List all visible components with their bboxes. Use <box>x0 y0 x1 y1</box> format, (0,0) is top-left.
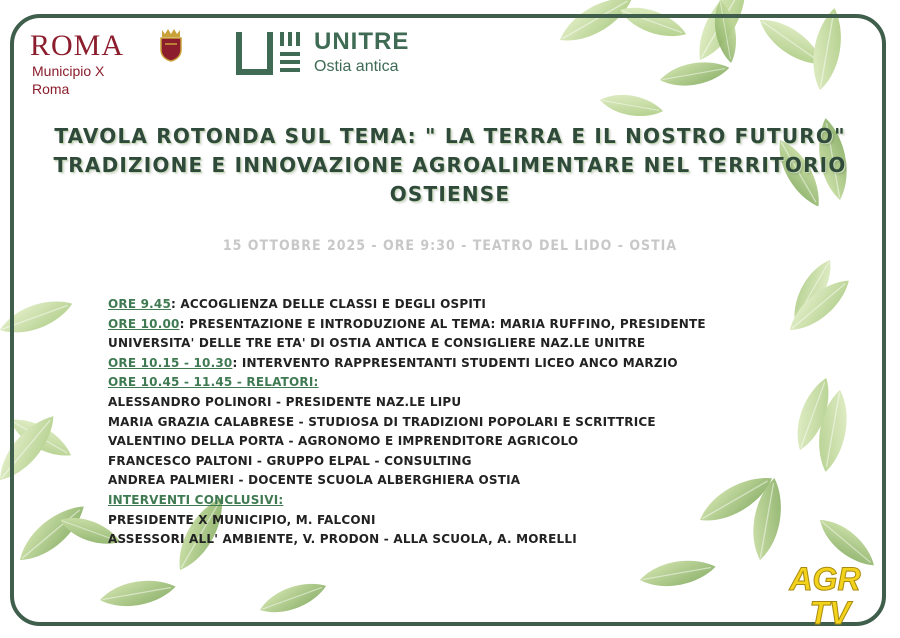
closing-line: PRESIDENTE X MUNICIPIO, M. FALCONI <box>108 512 376 527</box>
program-item <box>108 491 808 511</box>
speaker-line: ALESSANDRO POLINORI - PRESIDENTE NAZ.LE LIPU <box>108 394 462 409</box>
program-time: ORE 10.15 - 10.30 <box>108 355 233 370</box>
agr-logo-bottom: TV <box>809 595 851 630</box>
closing-label: INTERVENTI CONCLUSIVI: <box>108 492 284 507</box>
program-text: : ACCOGLIENZA DELLE CLASSI E DEGLI OSPITI <box>171 297 487 311</box>
speaker-line: VALENTINO DELLA PORTA - AGRONOMO E IMPRENDITORE AGRICOLO <box>108 434 579 449</box>
program-time: ORE 10.45 - 11.45 - RELATORI: <box>108 375 319 390</box>
city-label: Roma <box>32 81 70 97</box>
title-line-3: OSTIENSE <box>389 182 511 206</box>
unitre-mark-icon <box>236 28 304 78</box>
unitre-logo <box>236 28 436 80</box>
unitre-name: UNITRE <box>314 28 410 55</box>
municipio-label: Municipio X <box>32 63 105 79</box>
program-text: : PRESENTAZIONE E INTRODUZIONE AL TEMA: MARIA RUFFINO, PRESIDENTE <box>179 316 706 331</box>
program-item <box>108 354 808 374</box>
unitre-place: Ostia antica <box>314 58 399 75</box>
program-text-continued: UNIVERSITA' DELLE TRE ETA' DI OSTIA ANTICA E CONSIGLIERE NAZ.LE UNITRE <box>108 336 646 351</box>
roma-name: ROMA <box>30 29 125 62</box>
event-title <box>40 122 860 209</box>
speaker-line: MARIA GRAZIA CALABRESE - STUDIOSA DI TRADIZIONI POPOLARI E SCRITTRICE <box>108 414 656 429</box>
roma-crest-icon <box>158 28 184 62</box>
program-item <box>108 315 808 335</box>
program-time: ORE 9.45 <box>108 297 172 311</box>
title-line-1: TAVOLA ROTONDA SUL TEMA: " LA TERRA E IL NOSTRO FUTURO" <box>54 124 846 148</box>
program-schedule <box>108 295 808 550</box>
speaker-line: FRANCESCO PALTONI - GRUPPO ELPAL - CONSULTING <box>108 453 472 468</box>
program-time: ORE 10.00 <box>108 316 180 331</box>
agr-tv-logo <box>770 560 880 630</box>
speaker-line: ANDREA PALMIERI - DOCENTE SCUOLA ALBERGHIERA OSTIA <box>108 473 521 488</box>
program-item <box>108 295 808 315</box>
title-line-2: TRADIZIONE E INNOVAZIONE AGROALIMENTARE NEL TERRITORIO <box>53 153 847 177</box>
agr-logo-top: AGR <box>789 561 861 597</box>
event-date-venue: 15 OTTOBRE 2025 - ORE 9:30 - TEATRO DEL LIDO - OSTIA <box>222 238 678 254</box>
roma-logo <box>30 30 124 98</box>
closing-line: ASSESSORI ALL' AMBIENTE, V. PRODON - ALLA SCUOLA, A. MORELLI <box>108 532 577 547</box>
program-text: : INTERVENTO RAPPRESENTANTI STUDENTI LICEO ANCO MARZIO <box>232 355 678 370</box>
program-item <box>108 373 808 393</box>
